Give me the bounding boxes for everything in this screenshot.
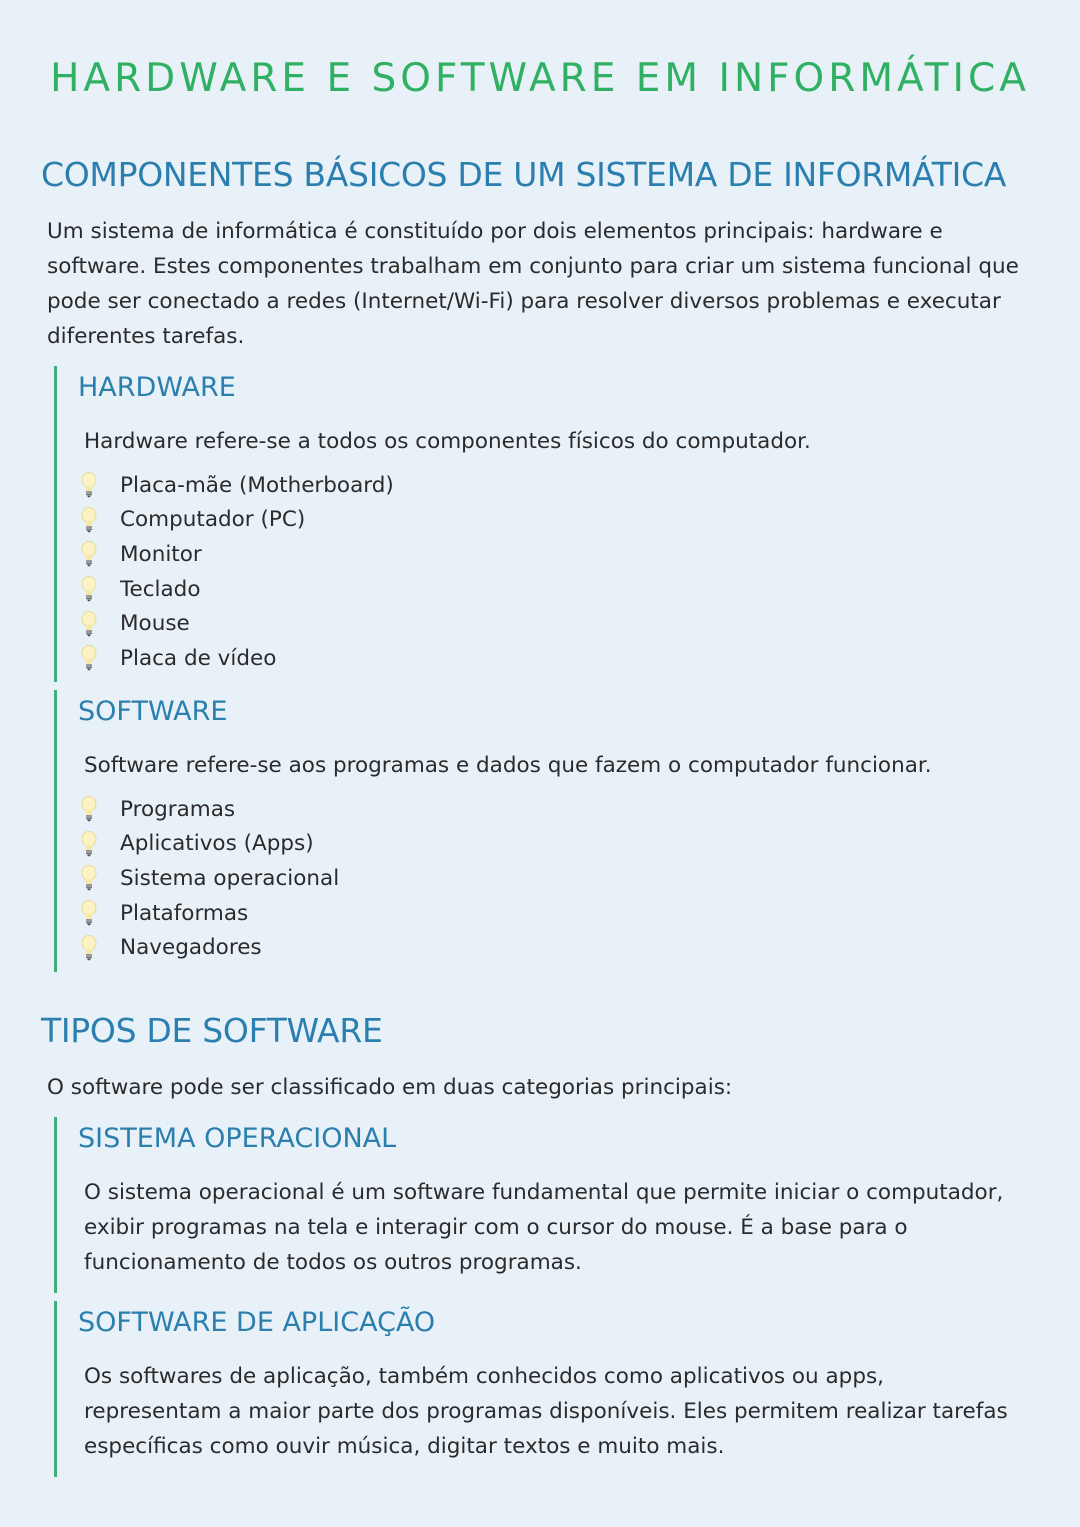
- software-block: [54, 690, 1034, 972]
- list-item: [80, 537, 394, 572]
- list-item: [80, 861, 339, 896]
- hardware-list: [80, 468, 394, 676]
- hardware-description: Hardware refere-se a todos os componentes físicos do computador.: [84, 429, 811, 454]
- list-item-label: Programas: [120, 796, 236, 822]
- lightbulb-icon: [80, 576, 98, 602]
- sistema-operacional-block: [54, 1117, 1034, 1293]
- lightbulb-icon: [80, 507, 98, 533]
- lightbulb-icon: [80, 472, 98, 498]
- list-item-label: Mouse: [120, 611, 190, 637]
- software-aplicacao-block: [54, 1301, 1034, 1477]
- section-title-tipos: TIPOS DE SOFTWARE: [41, 1011, 383, 1050]
- list-item: [80, 572, 394, 607]
- section-intro-tipos: O software pode ser classificado em duas categorias principais:: [47, 1075, 733, 1100]
- software-aplicacao-heading: SOFTWARE DE APLICAÇÃO: [78, 1307, 436, 1338]
- software-description: Software refere-se aos programas e dados que fazem o computador funcionar.: [84, 753, 932, 778]
- list-item-label: Aplicativos (Apps): [120, 831, 314, 857]
- lightbulb-icon: [80, 796, 98, 822]
- list-item: [80, 606, 394, 641]
- sistema-operacional-description: O sistema operacional é um software fundamental que permite iniciar o computador, exibir programas na tela e interagir com o cursor do mouse. É a base para o funcionamento de todos os outros programas.: [84, 1180, 1004, 1275]
- lightbulb-icon: [80, 541, 98, 567]
- hardware-heading: HARDWARE: [78, 372, 236, 403]
- software-list: [80, 792, 339, 965]
- list-item: [80, 930, 339, 965]
- list-item: [80, 468, 394, 503]
- list-item-label: Placa de vídeo: [120, 645, 277, 671]
- list-item: [80, 792, 339, 827]
- lightbulb-icon: [80, 900, 98, 926]
- lightbulb-icon: [80, 865, 98, 891]
- list-item-label: Sistema operacional: [120, 865, 340, 891]
- software-aplicacao-description: Os softwares de aplicação, também conhecidos como aplicativos ou apps, representam a maior parte dos programas disponíveis. Eles permitem realizar tarefas específicas como ouvir música, digitar textos e muito mais.: [84, 1364, 1008, 1459]
- lightbulb-icon: [80, 831, 98, 857]
- list-item-label: Teclado: [120, 576, 201, 602]
- lightbulb-icon: [80, 645, 98, 671]
- sistema-operacional-heading: SISTEMA OPERACIONAL: [78, 1123, 397, 1154]
- lightbulb-icon: [80, 935, 98, 961]
- list-item: [80, 827, 339, 862]
- list-item-label: Plataformas: [120, 900, 249, 926]
- section-title-componentes: COMPONENTES BÁSICOS DE UM SISTEMA DE INFORMÁTICA: [41, 155, 1007, 194]
- page-title: HARDWARE E SOFTWARE EM INFORMÁTICA: [50, 56, 1030, 101]
- list-item: [80, 896, 339, 931]
- list-item-label: Navegadores: [120, 935, 262, 961]
- list-item: [80, 641, 394, 676]
- list-item-label: Computador (PC): [120, 507, 306, 533]
- hardware-block: [54, 366, 1034, 682]
- lightbulb-icon: [80, 611, 98, 637]
- list-item: [80, 503, 394, 538]
- list-item-label: Placa-mãe (Motherboard): [120, 472, 394, 498]
- section-intro-componentes: Um sistema de informática é constituído por dois elementos principais: hardware e software. Estes componentes trabalham em conjunto para criar um sistema funcional que pode ser conectado a redes (Internet/Wi-Fi) para resolver diversos problemas e executar diferentes tarefas.: [47, 219, 1019, 349]
- software-heading: SOFTWARE: [78, 696, 228, 727]
- list-item-label: Monitor: [120, 541, 202, 567]
